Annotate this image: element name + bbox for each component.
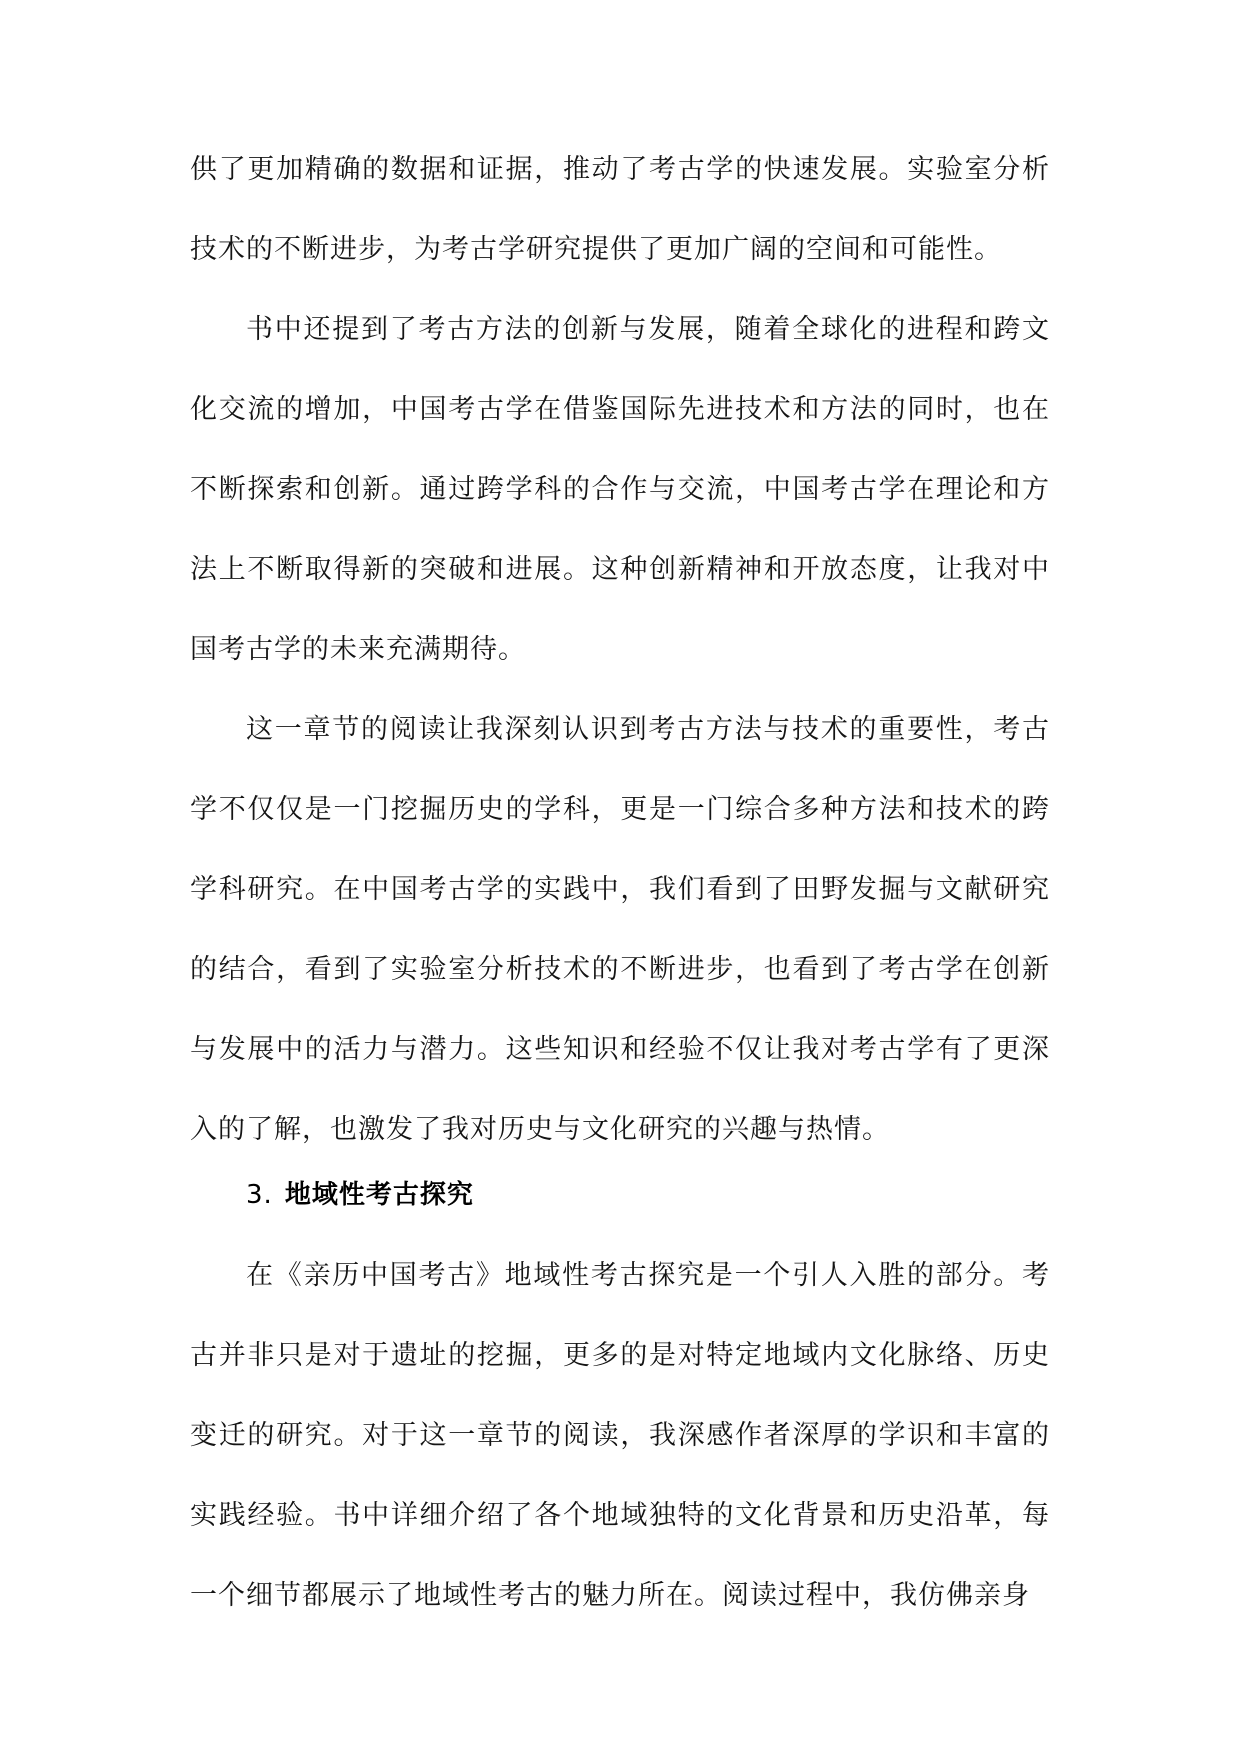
paragraph-chapter-reflection: 这一章节的阅读让我深刻认识到考古方法与技术的重要性，考古学不仅仅是一门挖掘历史的学科，更是一门综合多种方法和技术的跨学科研究。在中国考古学的实践中，我们看到了田野发掘与文献研究的结合，看到了实验室分析技术的不断进步，也看到了考古学在创新与发展中的活力与潜力。这些知识和经验不仅让我对考古学有了更深入的了解，也激发了我对历史与文化研究的兴趣与热情。	[190, 714, 1050, 1145]
body-text-top	[190, 130, 1050, 1170]
section-number: 3.	[246, 1180, 273, 1210]
section-heading	[190, 1155, 1050, 1235]
paragraph-continued: 供了更加精确的数据和证据，推动了考古学的快速发展。实验室分析技术的不断进步，为考古学研究提供了更加广阔的空间和可能性。	[190, 154, 1050, 265]
paragraph-methods-innovation: 书中还提到了考古方法的创新与发展，随着全球化的进程和跨文化交流的增加，中国考古学在借鉴国际先进技术和方法的同时，也在不断探索和创新。通过跨学科的合作与交流，中国考古学在理论和方法上不断取得新的突破和进展。这种创新精神和开放态度，让我对中国考古学的未来充满期待。	[190, 314, 1050, 665]
section-heading-block	[190, 1155, 1050, 1235]
paragraph-regional-archaeology: 在《亲历中国考古》地域性考古探究是一个引人入胜的部分。考古并非只是对于遗址的挖掘，更多的是对特定地域内文化脉络、历史变迁的研究。对于这一章节的阅读，我深感作者深厚的学识和丰富的实践经验。书中详细介绍了各个地域独特的文化背景和历史沿革，每一个细节都展示了地域性考古的魅力所在。阅读过程中，我仿佛亲身	[190, 1260, 1050, 1611]
body-text-bottom	[190, 1236, 1050, 1636]
section-title: 地域性考古探究	[284, 1180, 474, 1210]
